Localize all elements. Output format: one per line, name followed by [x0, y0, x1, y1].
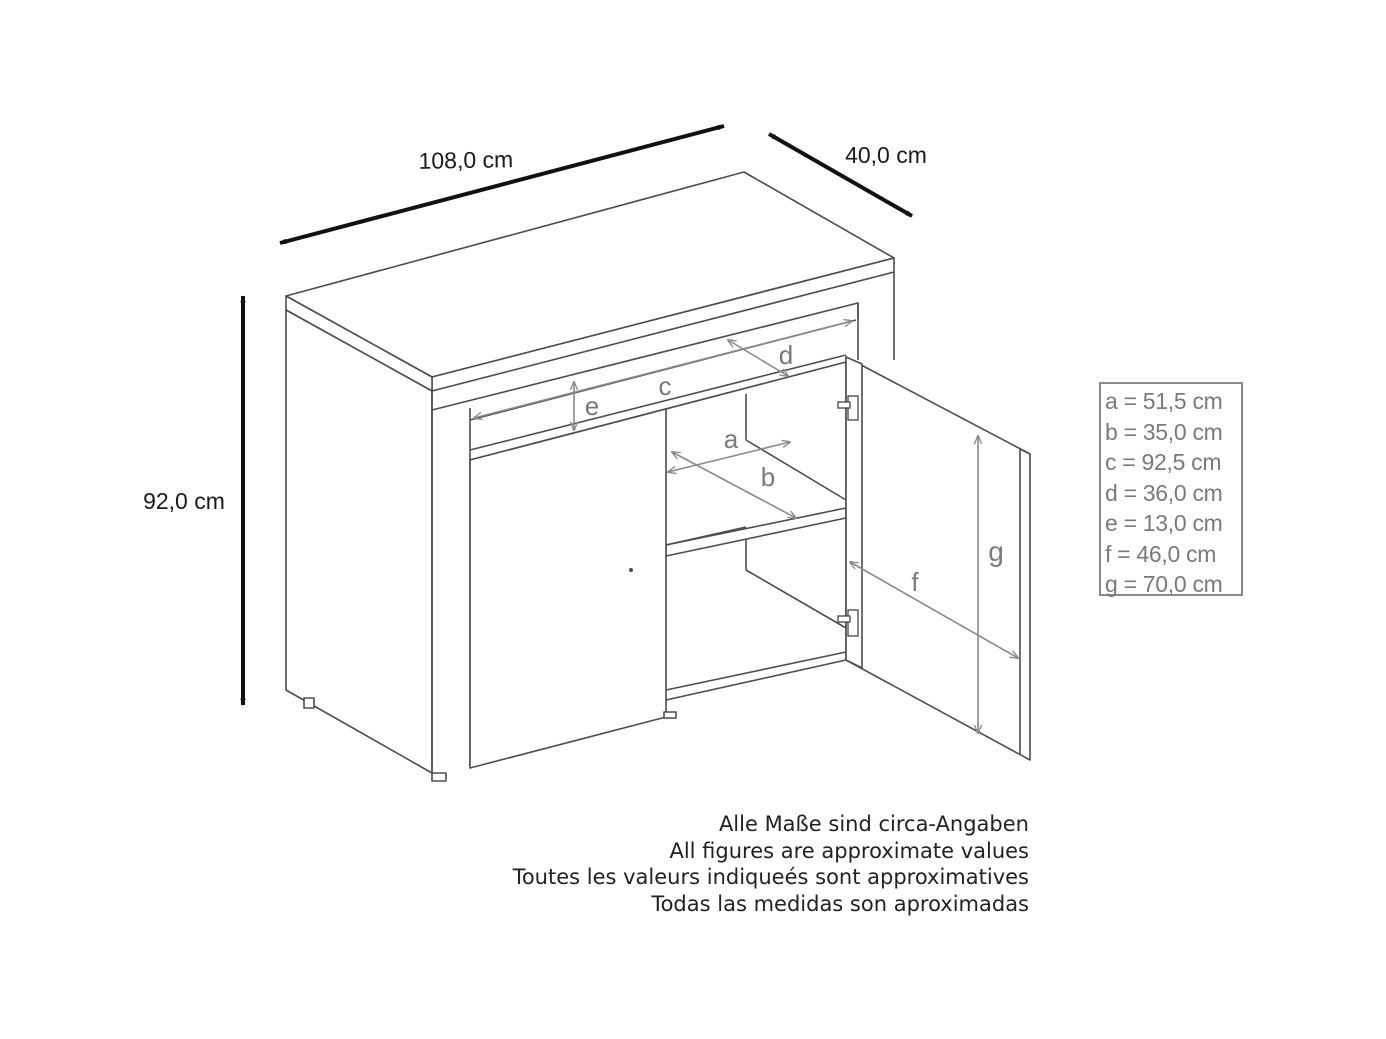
- legend-row-f: f = 46,0 cm: [1105, 540, 1217, 567]
- foot: [664, 712, 676, 718]
- legend-row-c: c = 92,5 cm: [1105, 449, 1222, 475]
- interior-shelf: [666, 508, 846, 556]
- note-spanish: Todas las medidas son aproximadas: [651, 891, 1029, 916]
- legend-row-d: d = 36,0 cm: [1105, 479, 1223, 506]
- label-c: c: [658, 371, 672, 401]
- height-label: 92,0 cm: [143, 488, 225, 514]
- foot: [432, 773, 446, 781]
- label-b: b: [760, 462, 776, 492]
- legend-row-b: b = 35,0 cm: [1105, 418, 1223, 445]
- left-door: [470, 409, 666, 768]
- foot: [304, 698, 314, 708]
- label-f: f: [911, 567, 919, 597]
- legend-row-a: a = 51,5 cm: [1105, 388, 1223, 414]
- label-a: a: [723, 424, 739, 454]
- note-english: All figures are approximate values: [669, 838, 1029, 863]
- note-french: Toutes les valeurs indiqueés sont approximatives: [512, 865, 1029, 889]
- width-label: 108,0 cm: [418, 146, 514, 174]
- legend-row-g: g = 70,0 cm: [1105, 571, 1223, 597]
- approximate-values-note: [513, 811, 1029, 917]
- legend-row-e: e = 13,0 cm: [1105, 510, 1223, 536]
- dim-b-arrow: [672, 452, 796, 518]
- label-g: g: [988, 536, 1004, 567]
- label-d: d: [778, 340, 794, 370]
- note-german: Alle Maße sind circa-Angaben: [718, 812, 1029, 836]
- dimension-legend: [1099, 382, 1243, 596]
- cabinet-outline: [286, 172, 1030, 781]
- depth-label: 40,0 cm: [845, 142, 927, 168]
- label-e: e: [584, 391, 600, 421]
